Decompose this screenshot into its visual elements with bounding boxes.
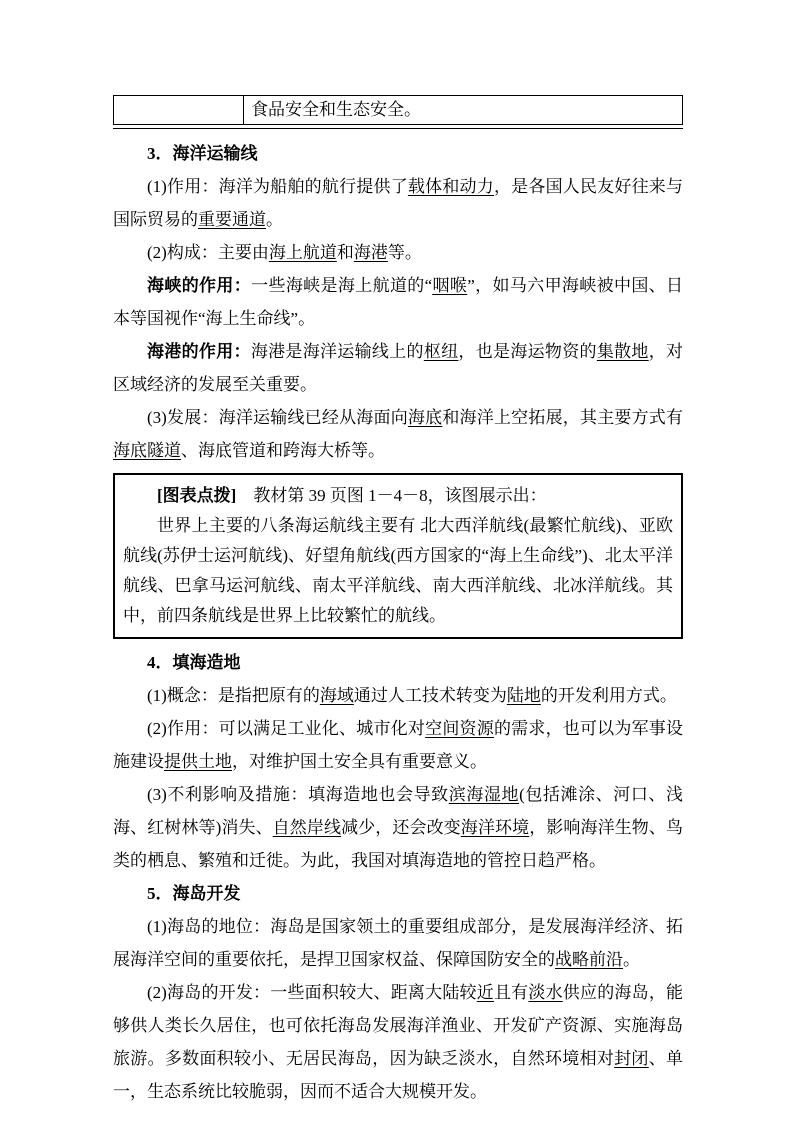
text-run: (2)构成：主要由 (147, 243, 269, 262)
text-run: ，也是海运物资的 (458, 342, 597, 361)
text-run: 和海洋上空拓展，其主要方式有 (442, 408, 684, 427)
bold-text: 5．海岛开发 (147, 884, 241, 903)
para-5-1-status (113, 910, 683, 976)
text-run: ，是各国人民友好往来与国际贸易的 (113, 177, 684, 229)
text-run: (2)作用：可以满足工业化、城市化对 (147, 719, 426, 738)
document-content (113, 137, 683, 1108)
text-run: (3)发展：海洋运输线已经从海面向 (147, 408, 408, 427)
document-body (113, 95, 683, 1108)
section-4-heading (113, 646, 683, 679)
underlined-text: 海洋环境 (460, 818, 530, 837)
text-run: (包括滩涂、河口、浅海、红树林等)消失、 (113, 785, 684, 837)
text-run: ”，如马六甲海峡被中国、日本等国视作“海上生命线”。 (113, 276, 684, 328)
underlined-text: 自然岸线 (272, 818, 342, 837)
bold-text: 3．海洋运输线 (147, 144, 258, 163)
underlined-text: 战略前沿 (555, 950, 623, 969)
text-run: (2)海岛的开发：一些面积较大、距离大陆较 (147, 983, 477, 1002)
underlined-text: 近 (476, 983, 494, 1002)
text-run: 、海底管道和跨海大桥等。 (181, 441, 385, 460)
text-run: 。 (623, 950, 640, 969)
para-4-3-impacts (113, 778, 683, 877)
text-run: 供应的海岛，能够供人类长久居住，也可依托海岛发展海洋渔业、开发矿产资源、实施海岛旅游。多数面积较小、无居民海岛，因为缺乏淡水，自然环境相对 (113, 983, 684, 1068)
underlined-text: 载体和动力 (407, 177, 494, 196)
text-run: 和 (336, 243, 354, 262)
text-run: 减少，还会改变 (341, 818, 461, 837)
text-run: 的需求，也可以为军事设施建设 (113, 719, 684, 771)
para-harbor-role (113, 335, 683, 401)
table-row (114, 96, 683, 125)
para-3-1-role (113, 170, 683, 236)
callout-paragraph (123, 481, 673, 511)
bold-text: 4．填海造地 (147, 653, 241, 672)
text-run: (1)概念：是指把原有的 (147, 686, 320, 705)
para-3-2-composition (113, 236, 683, 269)
underlined-text: 海港 (353, 243, 388, 262)
continuation-table-wrapper (113, 95, 683, 129)
underlined-text: 咽喉 (432, 276, 468, 295)
text-run: (1)海岛的地位：海岛是国家领土的重要组成部分，是发展海洋经济、拓展海洋空间的重要依托，是捍卫国家权益、保障国防安全的 (113, 917, 683, 969)
underlined-text: 集散地 (596, 342, 649, 361)
bold-text: 海港的作用： (147, 342, 251, 361)
table-cell-food-safety (244, 96, 683, 125)
chart-note-box (113, 473, 683, 639)
text-run: 食品安全和生态安全。 (251, 100, 421, 119)
underlined-text: 海域 (319, 686, 354, 705)
underlined-text: 淡水 (528, 983, 563, 1002)
section-5-heading (113, 877, 683, 910)
underlined-text: 重要通道 (198, 210, 266, 229)
text-run: 且有 (493, 983, 529, 1002)
underlined-text: 海底 (407, 408, 443, 427)
text-run: ，影响海洋生物、鸟类的栖息、繁殖和迁徙。为此，我国对填海造地的管控日趋严格。 (113, 818, 684, 870)
underlined-text: 空间资源 (425, 719, 494, 738)
para-5-2-development (113, 976, 683, 1108)
underlined-text: 海上航道 (268, 243, 337, 262)
text-run: 的开发利用方式。 (540, 686, 677, 705)
text-run: 世界上主要的八条海运航线主要有 北大西洋航线(最繁忙航线)、亚欧航线(苏伊士运河航线)、好望角航线(西方国家的“海上生命线”)、北太平洋航线、巴拿马运河航线、南太平洋航线、南大西洋航线、北冰洋航线。其中，前四条航线是世界上比较繁忙的航线。 (123, 516, 673, 625)
para-4-2-role (113, 712, 683, 778)
para-3-3-development (113, 401, 683, 467)
section-3-heading (113, 137, 683, 170)
callout-paragraph (123, 511, 673, 631)
underlined-text: 枢纽 (423, 342, 459, 361)
bold-text: 海峡的作用： (147, 276, 252, 295)
underlined-text: 滨海湿地 (448, 785, 520, 804)
bold-text: [图表点拨] (157, 486, 237, 505)
text-run: 。 (266, 210, 283, 229)
table-cell-empty (114, 96, 244, 125)
text-run: 等。 (387, 243, 422, 262)
text-run: 、单一，生态系统比较脆弱，因而不适合大规模开发。 (113, 1049, 683, 1101)
text-run: (3)不利影响及措施：填海造地也会导致 (147, 785, 449, 804)
text-run: 海港是海洋运输线上的 (250, 342, 424, 361)
text-run: ，对区域经济的发展至关重要。 (113, 342, 684, 394)
underlined-text: 陆地 (506, 686, 541, 705)
text-run: 教材第 39 页图 1－4－8，该图展示出： (236, 486, 547, 505)
para-4-1-concept (113, 679, 683, 712)
text-run: (1)作用：海洋为船舶的航行提供了 (147, 177, 408, 196)
text-run: ，对维护国土安全具有重要意义。 (232, 752, 487, 771)
text-run: 通过人工技术转变为 (353, 686, 507, 705)
underlined-text: 海底隧道 (113, 441, 181, 460)
underlined-text: 封闭 (614, 1049, 649, 1068)
continuation-table (113, 95, 683, 125)
text-run: 一些海峡是海上航道的“ (251, 276, 433, 295)
para-strait-role (113, 269, 683, 335)
underlined-text: 提供土地 (164, 752, 232, 771)
